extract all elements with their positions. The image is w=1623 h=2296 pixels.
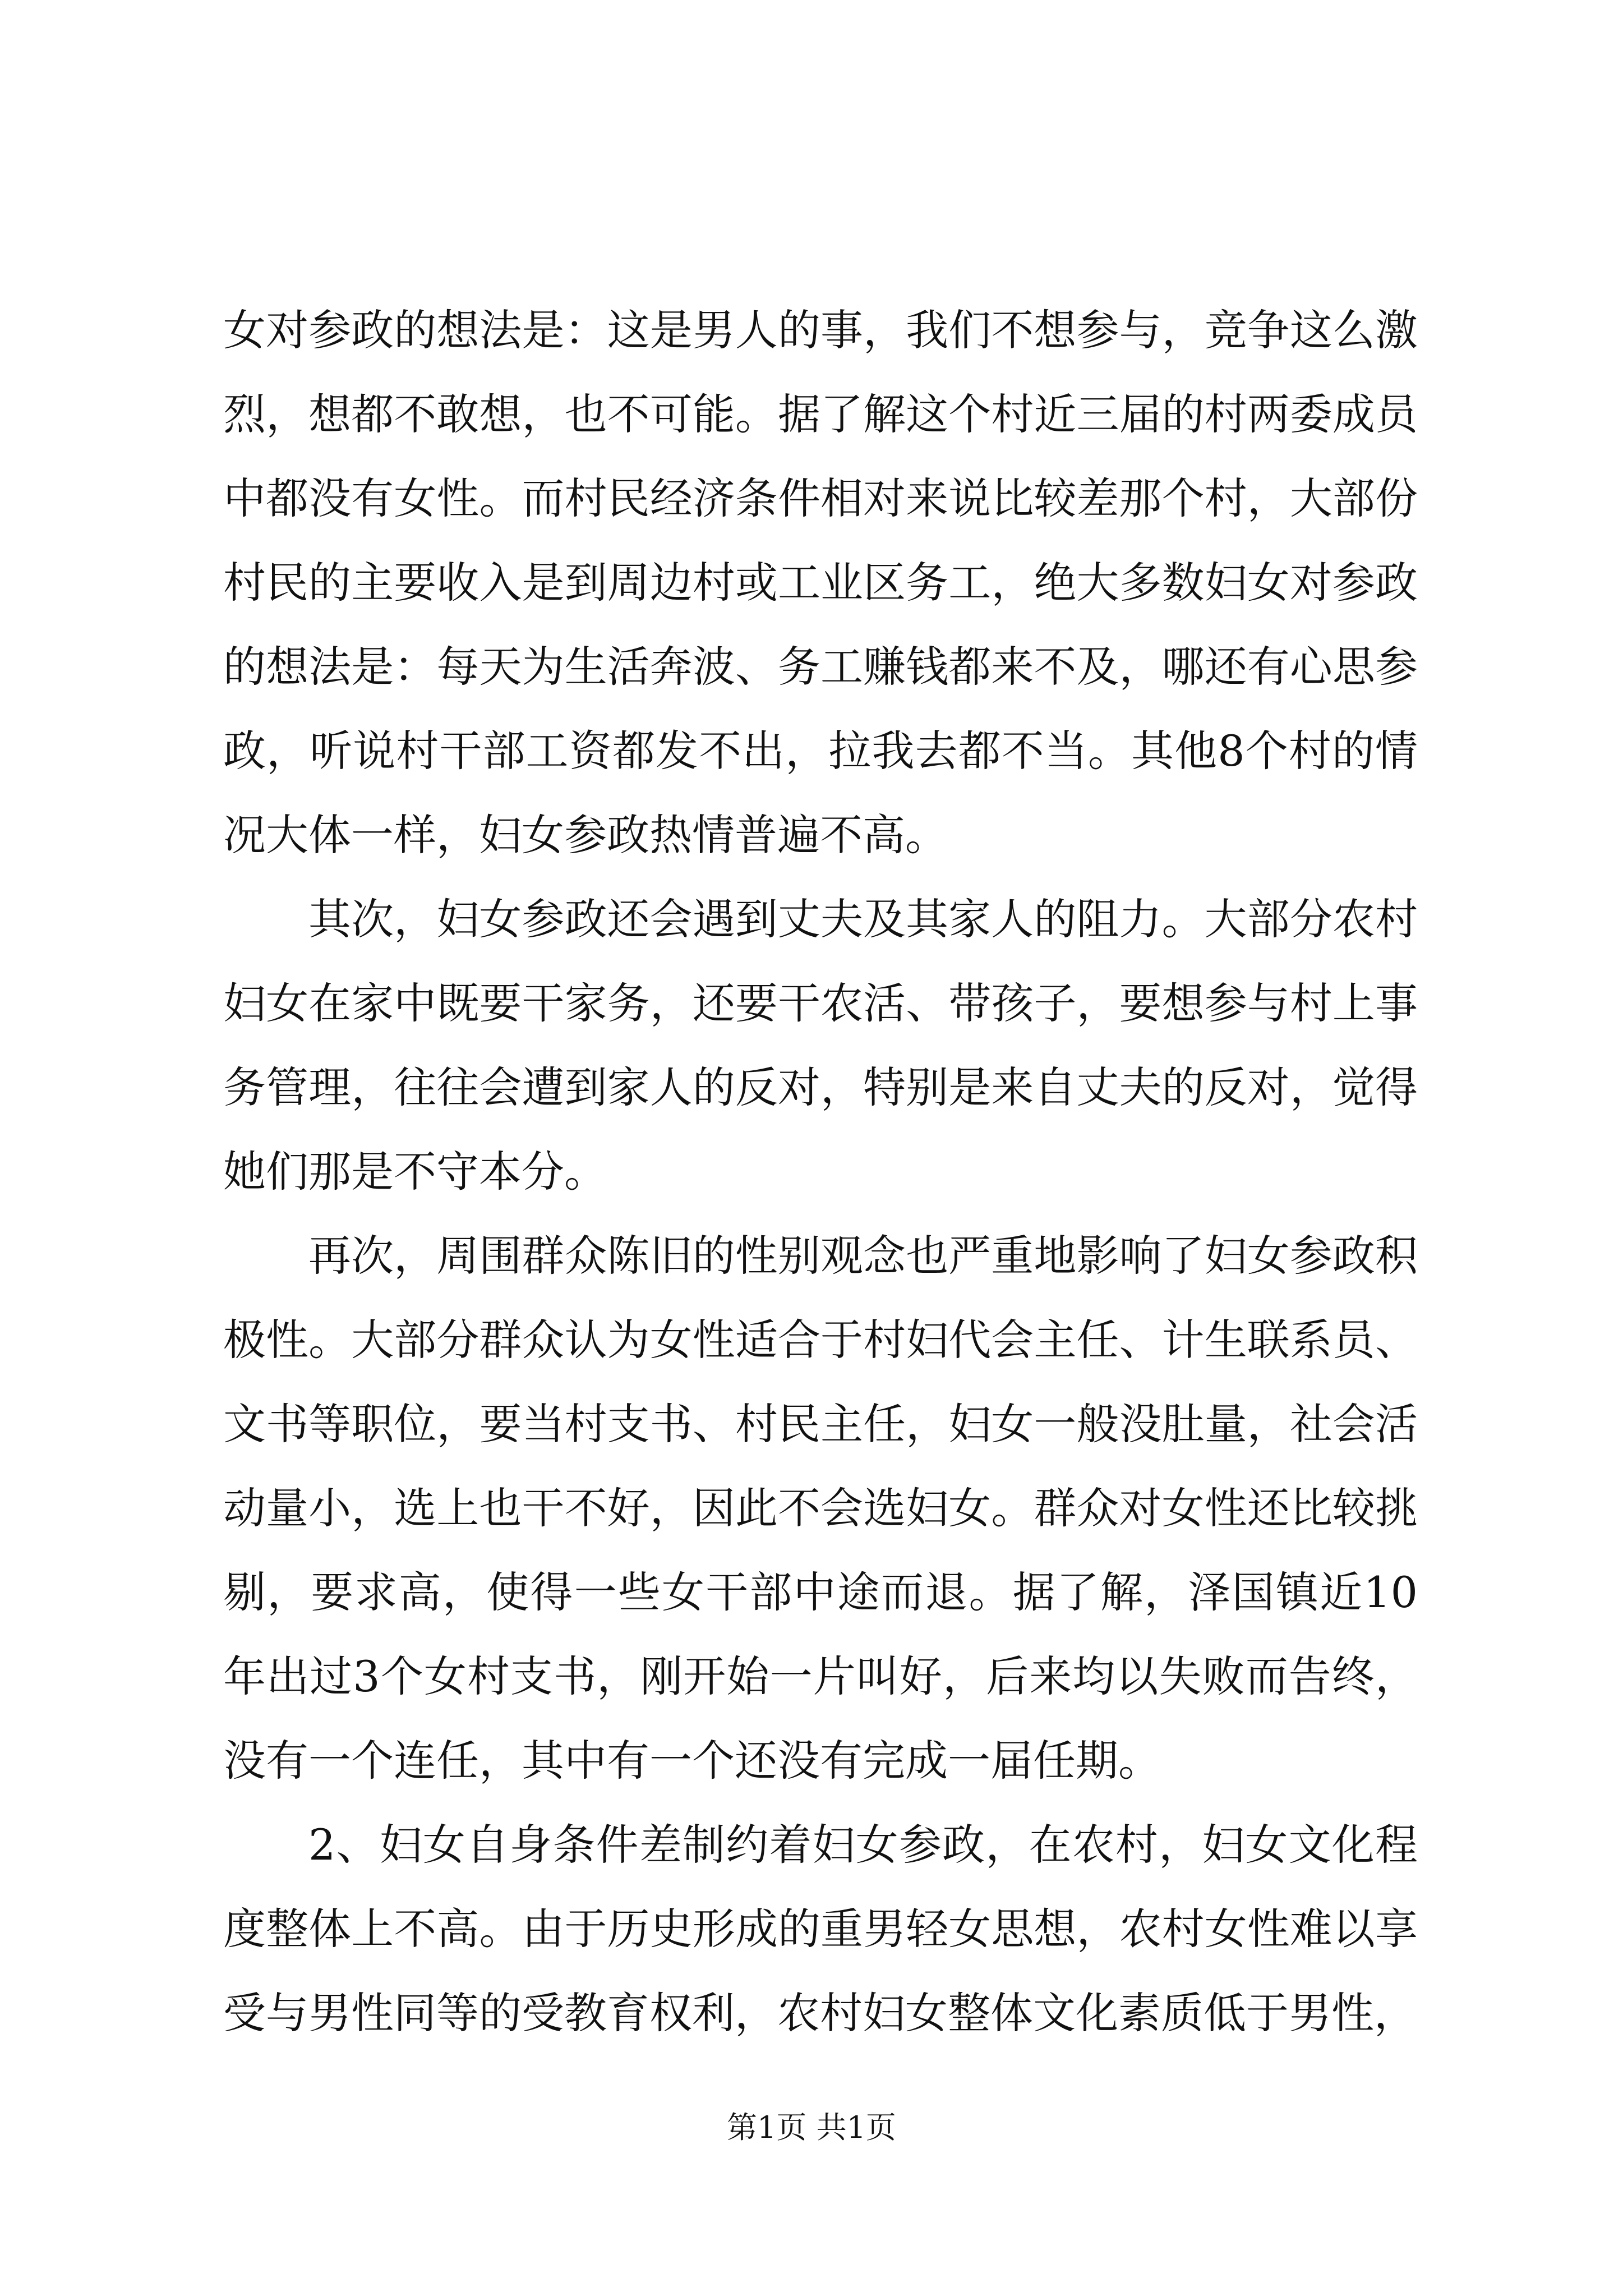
paragraph-1: 女对参政的想法是：这是男人的事，我们不想参与，竞争这么激烈，想都不敢想，也不可能。据了解这个村近三届的村两委成员中都没有女性。而村民经济条件相对来说比较差那个村，大部份村民的主要收入是到周边村或工业区务工，绝大多数妇女对参政的想法是：每天为生活奔波、务工赚钱都来不及，哪还有心思参政，听说村干部工资都发不出，拉我去都不当。其他8个村的情况大体一样，妇女参政热情普遍不高。 [223, 305, 1418, 860]
paragraph-4: 2、妇女自身条件差制约着妇女参政，在农村，妇女文化程度整体上不高。由于历史形成的重男轻女思想，农村女性难以享受与男性同等的受教育权利，农村妇女整体文化素质低于男性， [223, 1820, 1418, 2038]
document-body [223, 288, 1418, 2055]
page-footer: 第1页 共1页 [727, 2110, 896, 2145]
paragraph-3: 再次，周围群众陈旧的性别观念也严重地影响了妇女参政积极性。大部分群众认为女性适合于村妇代会主任、计生联系员、文书等职位，要当村支书、村民主任，妇女一般没肚量，社会活动量小，选上也干不好，因此不会选妇女。群众对女性还比较挑剔，要求高，使得一些女干部中途而退。据了解，泽国镇近10年出过3个女村支书，刚开始一片叫好，后来均以失败而告终，没有一个连任，其中有一个还没有完成一届任期。 [223, 1231, 1418, 1786]
paragraph-2: 其次，妇女参政还会遇到丈夫及其家人的阻力。大部分农村妇女在家中既要干家务，还要干农活、带孩子，要想参与村上事务管理，往往会遭到家人的反对，特别是来自丈夫的反对，觉得她们那是不守本分。 [223, 894, 1418, 1197]
